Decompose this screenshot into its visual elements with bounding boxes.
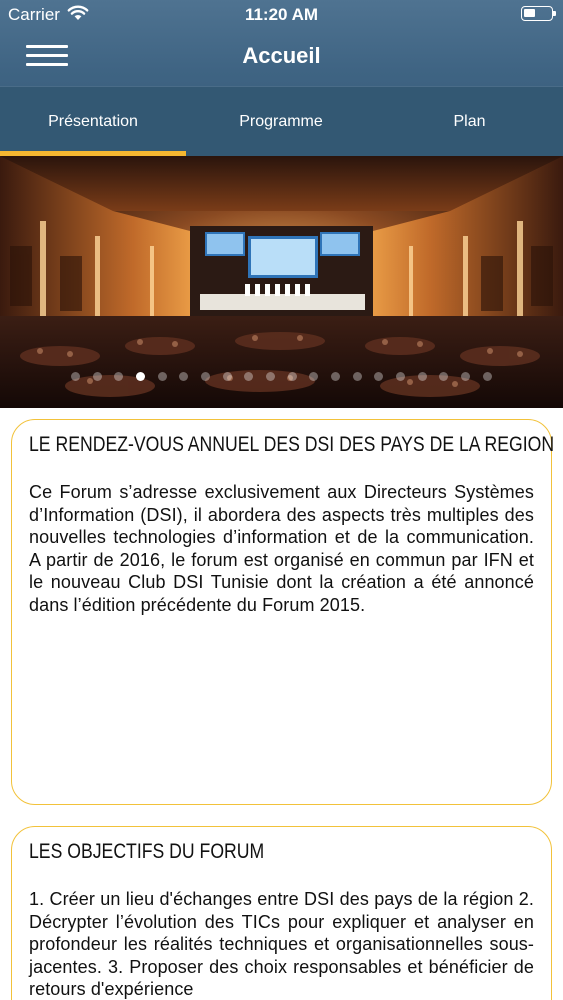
carousel-dot[interactable]: [288, 372, 297, 381]
carousel-dot[interactable]: [71, 372, 80, 381]
tab-presentation[interactable]: Présentation: [48, 113, 138, 130]
carrier-label: Carrier: [8, 5, 60, 24]
battery-cap: [553, 11, 556, 16]
carousel-dot[interactable]: [353, 372, 362, 381]
carousel-dot[interactable]: [201, 372, 210, 381]
section-body: 1. Créer un lieu d'échanges entre DSI des pays de la région 2. Décrypter l’évolution des TICs pour expliquer et analyser en profondeur les réalités techniques et organisationnelles sous-jacentes. 3. Proposer des choix responsables et bénéficier de retours d'expérience: [29, 889, 534, 1000]
carousel-dot[interactable]: [461, 372, 470, 381]
conference-hall-photo[interactable]: [0, 156, 563, 408]
carousel-dot[interactable]: [179, 372, 188, 381]
section-body: Ce Forum s’adresse exclusivement aux Directeurs Systèmes d’Information (DSI), il abordera des aspects très multiples des nouvelles technologies d’information et de la communication. A partir de 2016, le forum est organisé en commun par IFN et le nouveau Club DSI Tunisie dont la création a été annoncé dans l’édition précédente du Forum 2015.: [29, 482, 534, 615]
page-title: Accueil: [242, 43, 321, 68]
battery-fill: [524, 9, 535, 17]
carousel-dot-active[interactable]: [136, 372, 145, 381]
app-header: [0, 0, 563, 156]
carousel-dot[interactable]: [331, 372, 340, 381]
carousel-dot[interactable]: [439, 372, 448, 381]
tab-programme[interactable]: Programme: [239, 113, 323, 130]
section-title: LE RENDEZ-VOUS ANNUEL DES DSI DES PAYS DE LA REGION: [29, 433, 555, 456]
carousel-dot[interactable]: [418, 372, 427, 381]
carousel-dot[interactable]: [483, 372, 492, 381]
carousel-pagination: [0, 372, 563, 382]
carousel-dot[interactable]: [396, 372, 405, 381]
section-title: LES OBJECTIFS DU FORUM: [29, 840, 265, 863]
section-card-rendez-vous: [11, 419, 555, 805]
carousel-dot[interactable]: [223, 372, 232, 381]
section-card-objectifs: [11, 826, 552, 1000]
status-time: 11:20 AM: [244, 5, 319, 24]
carousel-dot[interactable]: [114, 372, 123, 381]
tab-plan[interactable]: Plan: [453, 113, 486, 130]
tab-bar: [0, 86, 563, 156]
carousel-dot[interactable]: [266, 372, 275, 381]
carousel-dot[interactable]: [244, 372, 253, 381]
carousel-dot[interactable]: [374, 372, 383, 381]
status-bar: [0, 0, 563, 30]
battery-icon: [521, 6, 553, 21]
navigation-bar: [0, 30, 563, 86]
carousel-dot[interactable]: [93, 372, 102, 381]
carousel-dot[interactable]: [309, 372, 318, 381]
carousel-dot[interactable]: [158, 372, 167, 381]
